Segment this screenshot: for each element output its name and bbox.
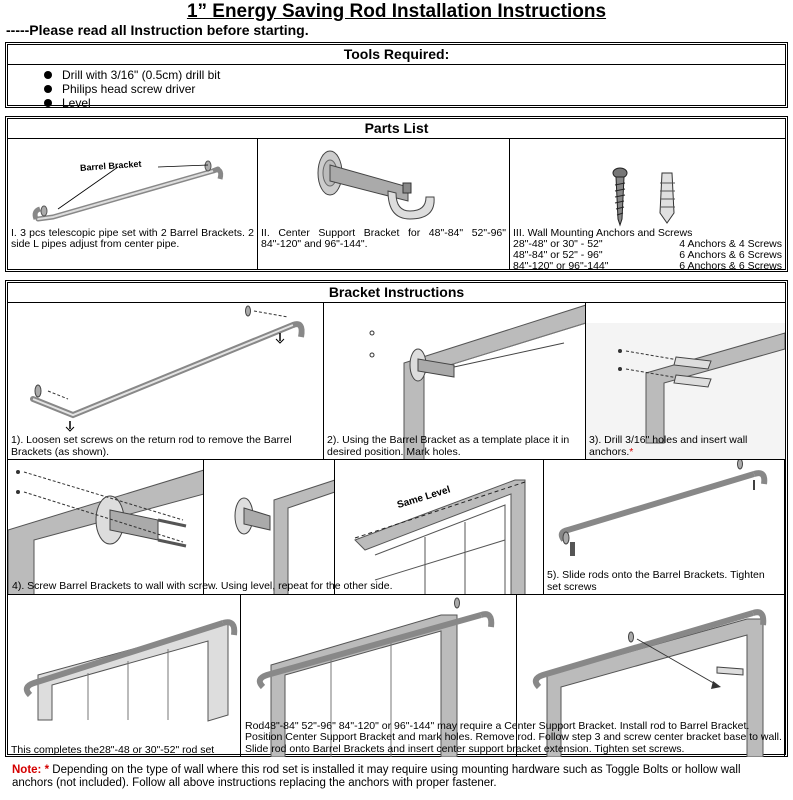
same-level-label: Same Level [395, 484, 452, 512]
center-support-caption: Rod48"-84" 52"-96" 84"-120" or 96"-144" may require a Center Support Bracket. Install rod to Barrel Bracket. Position Center Support Bracket and mark holes. Remove rod. Follow step 3 and screw center bracket base to wall. Slide rod onto Barrel Brackets and insert center support bracket extension. Tighten set screws. [245, 719, 782, 755]
tools-list [8, 65, 785, 110]
step-4-screw-illustration [8, 460, 204, 594]
step-3-panel [586, 303, 785, 459]
step-2-caption: 2). Using the Barrel Bracket as a template place it in desired position. Mark holes. [327, 434, 570, 458]
footnote [12, 764, 784, 789]
spec-size: 28"-48" or 30" - 52" [513, 238, 603, 250]
barrel-bracket-label: Barrel Bracket [79, 158, 142, 173]
instruction-row-3 [8, 595, 785, 757]
step-3-footnote-star: * [629, 445, 634, 458]
step-3-text: 3). Drill 3/16" holes and insert wall anchors. [589, 434, 748, 458]
bracket-instructions-heading: Bracket Instructions [8, 283, 785, 303]
part-3-text [513, 228, 782, 272]
footnote-text: Depending on the type of wall where this rod set is installed it may require using mounting hardware such as Toggle Bolts or hollow wall anchors (not included). Follow all above instructions replacing the anchors with proper fastener. [12, 764, 741, 789]
part-rod-set [8, 139, 258, 270]
step-4-caption: 4). Screw Barrel Brackets to wall with screw. Using level, repeat for the other side. [12, 579, 393, 592]
instruction-row-1 [8, 303, 785, 460]
center-support-bracket-illustration [258, 139, 510, 227]
spec-hardware: 6 Anchors & 6 Screws [679, 260, 782, 272]
part-2-text: II. Center Support Bracket for 48"-84" 52"-96" 84"-120" and 96"-144". [261, 227, 506, 250]
parts-heading: Parts List [8, 119, 785, 139]
instruction-row-2 [8, 460, 785, 595]
step-2-panel [324, 303, 586, 459]
spec-size: 84"-120" or 96"-144" [513, 260, 609, 272]
spec-hardware: 4 Anchors & 4 Screws [679, 238, 782, 250]
step-4-mounted-bracket-illustration [204, 460, 335, 594]
spec-hardware: 6 Anchors & 6 Screws [679, 249, 782, 261]
tool-item-screwdriver: Philips head screw driver [44, 82, 785, 96]
step-1-caption: 1). Loosen set screws on the return rod to remove the Barrel Brackets (as shown). [11, 434, 292, 458]
completed-short-rod-illustration [8, 595, 241, 757]
tools-heading: Tools Required: [8, 45, 785, 65]
anchors-screws-illustration [510, 139, 785, 227]
anchor-spec-row [513, 261, 782, 272]
step-1-panel [8, 303, 324, 459]
step-4a-panel [8, 460, 204, 594]
completed-short-rod-panel [8, 595, 241, 757]
page-title: 1” Energy Saving Rod Installation Instructions [186, 1, 607, 22]
parts-section [5, 116, 788, 272]
page-subtitle: -----Please read all Instruction before starting. [6, 22, 309, 38]
step-3-caption [589, 435, 782, 458]
tool-item-drill: Drill with 3/16" (0.5cm) drill bit [44, 68, 785, 82]
tools-section [5, 42, 788, 108]
part-center-support [258, 139, 510, 270]
step-5-caption: 5). Slide rods onto the Barrel Brackets. Tighten set screws [547, 569, 765, 593]
step-4c-panel [335, 460, 544, 594]
footnote-label: Note: * [12, 764, 50, 776]
part-anchors-screws [510, 139, 785, 270]
part-3-heading: III. Wall Mounting Anchors and Screws [513, 227, 693, 239]
step-5-panel [544, 460, 785, 594]
completed-short-rod-caption: This completes the28"-48 or 30"-52" rod set [11, 743, 215, 756]
step-4-level-illustration [335, 460, 544, 594]
rod-set-illustration [8, 139, 258, 227]
spec-size: 48"-84" or 52" - 96" [513, 249, 603, 261]
step-4b-panel [204, 460, 335, 594]
part-1-text: I. 3 pcs telescopic pipe set with 2 Barrel Brackets. 2 side L pipes adjust from center pipe. [11, 227, 254, 250]
tool-item-level: Level [44, 96, 785, 110]
bracket-instructions-section [5, 280, 788, 757]
